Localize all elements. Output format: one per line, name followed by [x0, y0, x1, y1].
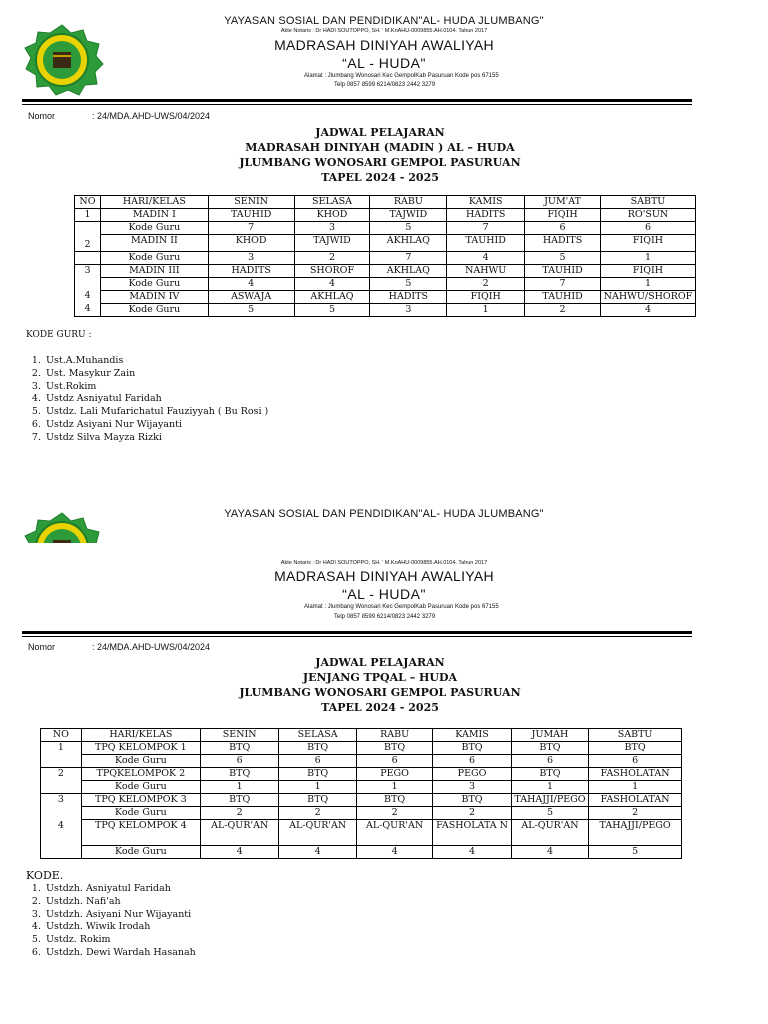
table-cell: 5	[525, 251, 601, 264]
table-row	[75, 235, 696, 252]
letterhead-rule-thick	[22, 99, 692, 102]
table-cell: TAJWID	[370, 209, 447, 222]
title-line: JENJANG TPQAL – HUDA	[302, 671, 458, 684]
table-cell: 7	[525, 277, 601, 290]
teacher-code-label: KODE GURU :	[26, 330, 92, 340]
school-name: “AL - HUDA"	[342, 586, 426, 602]
header-cell: SELASA	[279, 729, 356, 742]
list-item: 4. Ustdz Asniyatul Faridah	[44, 393, 268, 406]
table-row	[75, 209, 696, 222]
table-cell: BTQ	[433, 742, 511, 755]
table-cell: 5	[370, 222, 447, 235]
table-cell: BTQ	[200, 794, 278, 807]
table-cell: BTQ	[433, 794, 511, 807]
table-cell: KHOD	[208, 235, 294, 252]
table-cell: PEGO	[433, 768, 511, 781]
table-cell	[75, 251, 101, 264]
table-cell: 2	[200, 807, 278, 820]
table-row	[75, 290, 696, 303]
table-cell: TAUHID	[447, 235, 525, 252]
table-cell: 1	[600, 251, 695, 264]
header-cell: SABTU	[600, 196, 695, 209]
table-cell: BTQ	[511, 742, 588, 755]
table-cell: Kode Guru	[81, 755, 200, 768]
phone: Telp 0857 8599 6214/0823 2442 3279	[334, 82, 436, 88]
table-cell: 1	[279, 781, 356, 794]
table-cell: BTQ	[279, 794, 356, 807]
table-cell: FIQIH	[600, 264, 695, 277]
table-cell: Kode Guru	[100, 251, 208, 264]
title-line: MADRASAH DINIYAH (MADIN ) AL – HUDA	[245, 141, 515, 154]
table-cell: MADIN IV	[100, 290, 208, 303]
table-cell: 1	[447, 303, 525, 316]
table-cell: AL-QUR'AN	[511, 820, 588, 846]
table-cell: 6	[433, 755, 511, 768]
table-cell: MADIN III	[100, 264, 208, 277]
table-cell: BTQ	[279, 742, 356, 755]
table-cell: 3	[75, 264, 101, 277]
table-cell: KHOD	[294, 209, 370, 222]
letterhead-rule-thin	[22, 104, 692, 105]
letterhead-rule-thin	[22, 636, 692, 637]
table-cell: FIQIH	[447, 290, 525, 303]
table-cell: HADITS	[208, 264, 294, 277]
teacher-list	[10, 883, 196, 960]
list-item: 1. Ustdzh. Asniyatul Faridah	[44, 883, 196, 896]
table-row	[41, 846, 682, 859]
table-cell: 2	[294, 251, 370, 264]
table-cell: 3	[370, 303, 447, 316]
table-cell: 4	[433, 846, 511, 859]
title-line: TAPEL 2024 - 2025	[321, 171, 439, 184]
table-row	[41, 781, 682, 794]
table-cell: 4	[511, 846, 588, 859]
nomor-label: Nomor	[28, 642, 56, 652]
table-cell: 2	[41, 768, 82, 794]
table-cell: 4	[200, 846, 278, 859]
table-cell: FIQIH	[600, 235, 695, 252]
table-cell	[75, 222, 101, 235]
list-item: 6. Ustdz Asiyani Nur Wijayanti	[44, 419, 268, 432]
table-cell: BTQ	[200, 768, 278, 781]
address: Alamat : Jlumbang Wonosari Kec GempolKab Pasuruan Kode pos 67155	[304, 604, 499, 610]
table-cell: 4	[447, 251, 525, 264]
table-row	[41, 794, 682, 807]
header-cell: SENIN	[208, 196, 294, 209]
table-cell: 4	[600, 303, 695, 316]
table-cell: AKHLAQ	[370, 235, 447, 252]
list-item: 3. Ustdzh. Asiyani Nur Wijayanti	[44, 909, 196, 922]
table-cell: BTQ	[200, 742, 278, 755]
table-cell: 6	[511, 755, 588, 768]
letterhead	[0, 15, 768, 27]
table-cell: 5	[208, 303, 294, 316]
table-cell: 2	[279, 807, 356, 820]
table-cell: 2	[433, 807, 511, 820]
header-cell: SABTU	[589, 729, 682, 742]
title-line: JADWAL PELAJARAN	[315, 656, 445, 669]
header-cell: NO	[41, 729, 82, 742]
table-row	[41, 807, 682, 820]
table-cell: Kode Guru	[100, 277, 208, 290]
table-cell: BTQ	[356, 794, 432, 807]
table-cell: TAHAJJI/PEGO	[511, 794, 588, 807]
table-cell: 3	[294, 222, 370, 235]
table-cell: HADITS	[447, 209, 525, 222]
table-cell: 2	[525, 303, 601, 316]
table-cell: 2	[356, 807, 432, 820]
title-line: JADWAL PELAJARAN	[315, 126, 445, 139]
table-cell: 6	[200, 755, 278, 768]
table-cell: NAHWU	[447, 264, 525, 277]
title-line: TAPEL 2024 - 2025	[321, 701, 439, 714]
table-cell: AL-QUR'AN	[279, 820, 356, 846]
schedule-table-tpq	[40, 728, 682, 859]
table-cell: 6	[600, 222, 695, 235]
table-cell: 4	[75, 303, 101, 316]
header-cell: HARI/KELAS	[100, 196, 208, 209]
list-item: 5. Ustdz. Rokim	[44, 934, 196, 947]
table-cell: TAUHID	[525, 264, 601, 277]
table-cell: Kode Guru	[100, 303, 208, 316]
table-cell: PEGO	[356, 768, 432, 781]
table-cell: 5	[511, 807, 588, 820]
table-cell: 7	[370, 251, 447, 264]
table-cell: 1	[600, 277, 695, 290]
table-cell: BTQ	[589, 742, 682, 755]
header-cell: SELASA	[294, 196, 370, 209]
table-cell: 5	[589, 846, 682, 859]
table-cell: FIQIH	[525, 209, 601, 222]
table-cell: 3	[41, 794, 82, 807]
table-cell: SHOROF	[294, 264, 370, 277]
table-cell: TAUHID	[208, 209, 294, 222]
table-header-row	[41, 729, 682, 742]
table-cell: 1	[589, 781, 682, 794]
table-cell: Kode Guru	[81, 846, 200, 859]
table-cell: 3	[433, 781, 511, 794]
table-cell: MADIN I	[100, 209, 208, 222]
table-cell: NAHWU/SHOROF	[600, 290, 695, 303]
table-cell: TPQ KELOMPOK 4	[81, 820, 200, 846]
teacher-list	[10, 355, 268, 445]
table-cell: Kode Guru	[100, 222, 208, 235]
title-line: JLUMBANG WONOSARI GEMPOL PASURUAN	[239, 156, 521, 169]
school-name: “AL - HUDA"	[342, 55, 426, 71]
table-cell: 4	[356, 846, 432, 859]
schedule-title	[0, 125, 760, 185]
table-cell: ASWAJA	[208, 290, 294, 303]
table-cell: TPQ KELOMPOK 1	[81, 742, 200, 755]
list-item: 1. Ust.A.Muhandis	[44, 355, 268, 368]
table-cell: 5	[294, 303, 370, 316]
table-row	[75, 277, 696, 290]
table-cell: 2	[589, 807, 682, 820]
table-cell: 6	[525, 222, 601, 235]
table-cell: 5	[370, 277, 447, 290]
letterhead-rule-thick	[22, 631, 692, 634]
schedule-title	[0, 655, 760, 715]
table-cell: 4	[279, 846, 356, 859]
phone: Telp 0857 8599 6214/0823 2442 3279	[334, 614, 436, 620]
table-cell	[41, 807, 82, 820]
list-item: 5. Ustdz. Lali Mufarichatul Fauziyyah ( Bu Rosi )	[44, 406, 268, 419]
table-cell: 3	[208, 251, 294, 264]
table-cell: 4	[75, 290, 101, 303]
table-cell: BTQ	[511, 768, 588, 781]
table-cell: 2	[447, 277, 525, 290]
table-cell: RO'SUN	[600, 209, 695, 222]
title-line: JLUMBANG WONOSARI GEMPOL PASURUAN	[239, 686, 521, 699]
table-cell: TAHAJJI/PEGO	[589, 820, 682, 846]
table-cell: 6	[356, 755, 432, 768]
table-cell: 4	[41, 820, 82, 859]
table-cell: MADIN II	[100, 235, 208, 252]
list-item: 7. Ustdz Silva Mayza Rizki	[44, 432, 268, 445]
table-cell: 4	[208, 277, 294, 290]
header-cell: RABU	[356, 729, 432, 742]
table-cell: FASHOLATA N	[433, 820, 511, 846]
table-cell: 4	[294, 277, 370, 290]
table-cell: BTQ	[279, 768, 356, 781]
table-cell: 2	[75, 235, 101, 252]
header-cell: SENIN	[200, 729, 278, 742]
table-row	[75, 303, 696, 316]
header-cell: KAMIS	[447, 196, 525, 209]
table-cell	[75, 277, 101, 290]
table-cell: 1	[511, 781, 588, 794]
foundation-name: YAYASAN SOSIAL DAN PENDIDIKAN"AL- HUDA JLUMBANG"	[224, 508, 544, 520]
table-cell: 7	[447, 222, 525, 235]
nomor-label: Nomor	[28, 111, 56, 121]
header-cell: JUM'AT	[525, 196, 601, 209]
header-cell: JUMAH	[511, 729, 588, 742]
list-item: 4. Ustdzh. Wiwik Irodah	[44, 921, 196, 934]
list-item: 6. Ustdzh. Dewi Wardah Hasanah	[44, 947, 196, 960]
list-item: 3. Ust.Rokim	[44, 381, 268, 394]
table-cell: 6	[279, 755, 356, 768]
address: Alamat : Jlumbang Wonosari Kec GempolKab Pasuruan Kode pos 67155	[304, 73, 499, 79]
header-cell: RABU	[370, 196, 447, 209]
table-cell: Kode Guru	[81, 807, 200, 820]
madrasah-name: MADRASAH DINIYAH AWALIYAH	[274, 37, 494, 53]
table-cell: 6	[589, 755, 682, 768]
list-item: 2. Ustdzh. Nafi'ah	[44, 896, 196, 909]
table-row	[75, 251, 696, 264]
table-row	[75, 222, 696, 235]
nomor-value: : 24/MDA.AHD-UWS/04/2024	[92, 642, 211, 652]
table-cell: HADITS	[525, 235, 601, 252]
header-cell: NO	[75, 196, 101, 209]
table-cell: TPQKELOMPOK 2	[81, 768, 200, 781]
table-cell: AKHLAQ	[294, 290, 370, 303]
table-cell: TPQ KELOMPOK 3	[81, 794, 200, 807]
table-cell: 1	[75, 209, 101, 222]
table-cell: 1	[356, 781, 432, 794]
list-item: 2. Ust. Masykur Zain	[44, 368, 268, 381]
header-cell: KAMIS	[433, 729, 511, 742]
table-header-row	[75, 196, 696, 209]
notary-deed: Akte Notaris : Dr HADI SOUTOPPO, SH. ' M.KnAHU-0009855.AH.0104. Tahun 2017	[280, 28, 488, 34]
table-row	[41, 768, 682, 781]
table-cell: 1	[200, 781, 278, 794]
foundation-name: YAYASAN SOSIAL DAN PENDIDIKAN"AL- HUDA JLUMBANG"	[224, 15, 544, 27]
table-row	[41, 820, 682, 846]
table-cell: TAJWID	[294, 235, 370, 252]
notary-deed: Akte Notaris : Dr HADI SOUTOPPO, SH. ' M.KnAHU-0009855.AH.0104. Tahun 2017	[280, 560, 488, 566]
table-cell: 1	[41, 742, 82, 768]
table-cell: BTQ	[356, 742, 432, 755]
table-row	[41, 755, 682, 768]
table-cell: AKHLAQ	[370, 264, 447, 277]
nomor-value: : 24/MDA.AHD-UWS/04/2024	[92, 111, 211, 121]
schedule-table-madin	[74, 195, 696, 317]
table-row	[75, 264, 696, 277]
table-cell: HADITS	[370, 290, 447, 303]
header-cell: HARI/KELAS	[81, 729, 200, 742]
table-cell: Kode Guru	[81, 781, 200, 794]
madrasah-name: MADRASAH DINIYAH AWALIYAH	[274, 568, 494, 584]
table-cell: FASHOLATAN	[589, 794, 682, 807]
teacher-code-label: KODE.	[26, 869, 64, 882]
table-cell: FASHOLATAN	[589, 768, 682, 781]
table-cell: 7	[208, 222, 294, 235]
table-cell: TAUHID	[525, 290, 601, 303]
table-cell: AL-QUR'AN	[356, 820, 432, 846]
table-cell: AL-QUR'AN	[200, 820, 278, 846]
table-row	[41, 742, 682, 755]
